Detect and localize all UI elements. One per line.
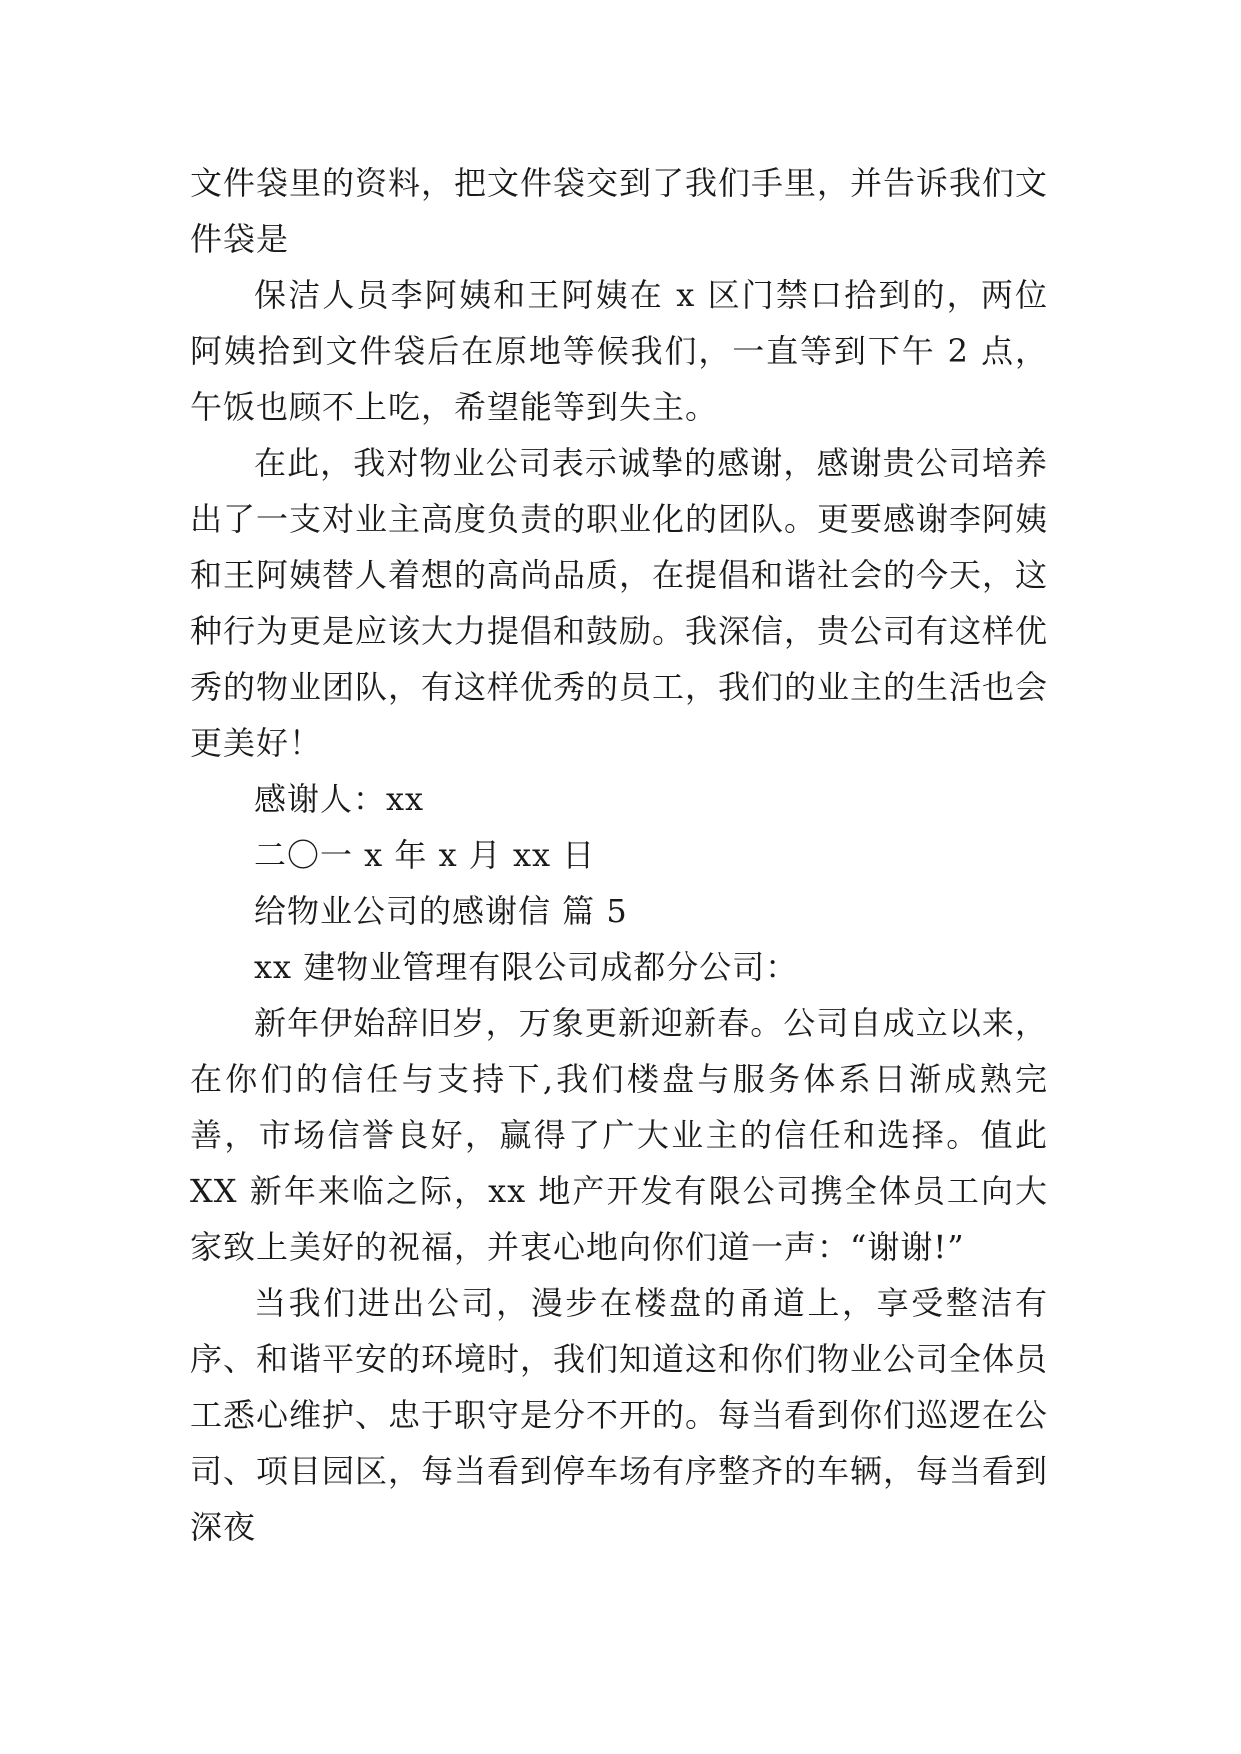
paragraph-thanks: 在此，我对物业公司表示诚挚的感谢，感谢贵公司培养出了一支对业主高度负责的职业化的团队。更要感谢李阿姨和王阿姨替人着想的高尚品质，在提倡和谐社会的今天，这种行为更是应该大力提倡和鼓励。我深信，贵公司有这样优秀的物业团队，有这样优秀的员工，我们的业主的生活也会更美好！	[190, 444, 1049, 762]
document-body	[190, 155, 1048, 1555]
paragraph-continuation: 文件袋里的资料，把文件袋交到了我们手里，并告诉我们文件袋是	[190, 164, 1049, 258]
section-heading: 给物业公司的感谢信 篇 5	[254, 892, 628, 930]
salutation: xx 建物业管理有限公司成都分公司：	[254, 948, 799, 986]
date-line: 二〇一 x 年 x 月 xx 日	[254, 836, 596, 874]
paragraph-environment: 当我们进出公司，漫步在楼盘的甬道上，享受整洁有序、和谐平安的环境时，我们知道这和你们物业公司全体员工悉心维护、忠于职守是分不开的。每当看到你们巡逻在公司、项目园区，每当看到停车场有序整齐的车辆，每当看到深夜	[190, 1284, 1049, 1546]
paragraph-new-year: 新年伊始辞旧岁，万象更新迎新春。公司自成立以来，在你们的信任与支持下,我们楼盘与服务体系日渐成熟完善，市场信誉良好，赢得了广大业主的信任和选择。值此 XX 新年来临之际，xx 地产开发有限公司携全体员工向大家致上美好的祝福，并衷心地向你们道一声：“谢谢!”	[190, 1004, 1048, 1266]
signature-line: 感谢人：xx	[254, 780, 425, 818]
paragraph-cleaners-found-bag: 保洁人员李阿姨和王阿姨在 x 区门禁口拾到的，两位阿姨拾到文件袋后在原地等候我们，一直等到下午 2 点，午饭也顾不上吃，希望能等到失主。	[190, 276, 1048, 426]
